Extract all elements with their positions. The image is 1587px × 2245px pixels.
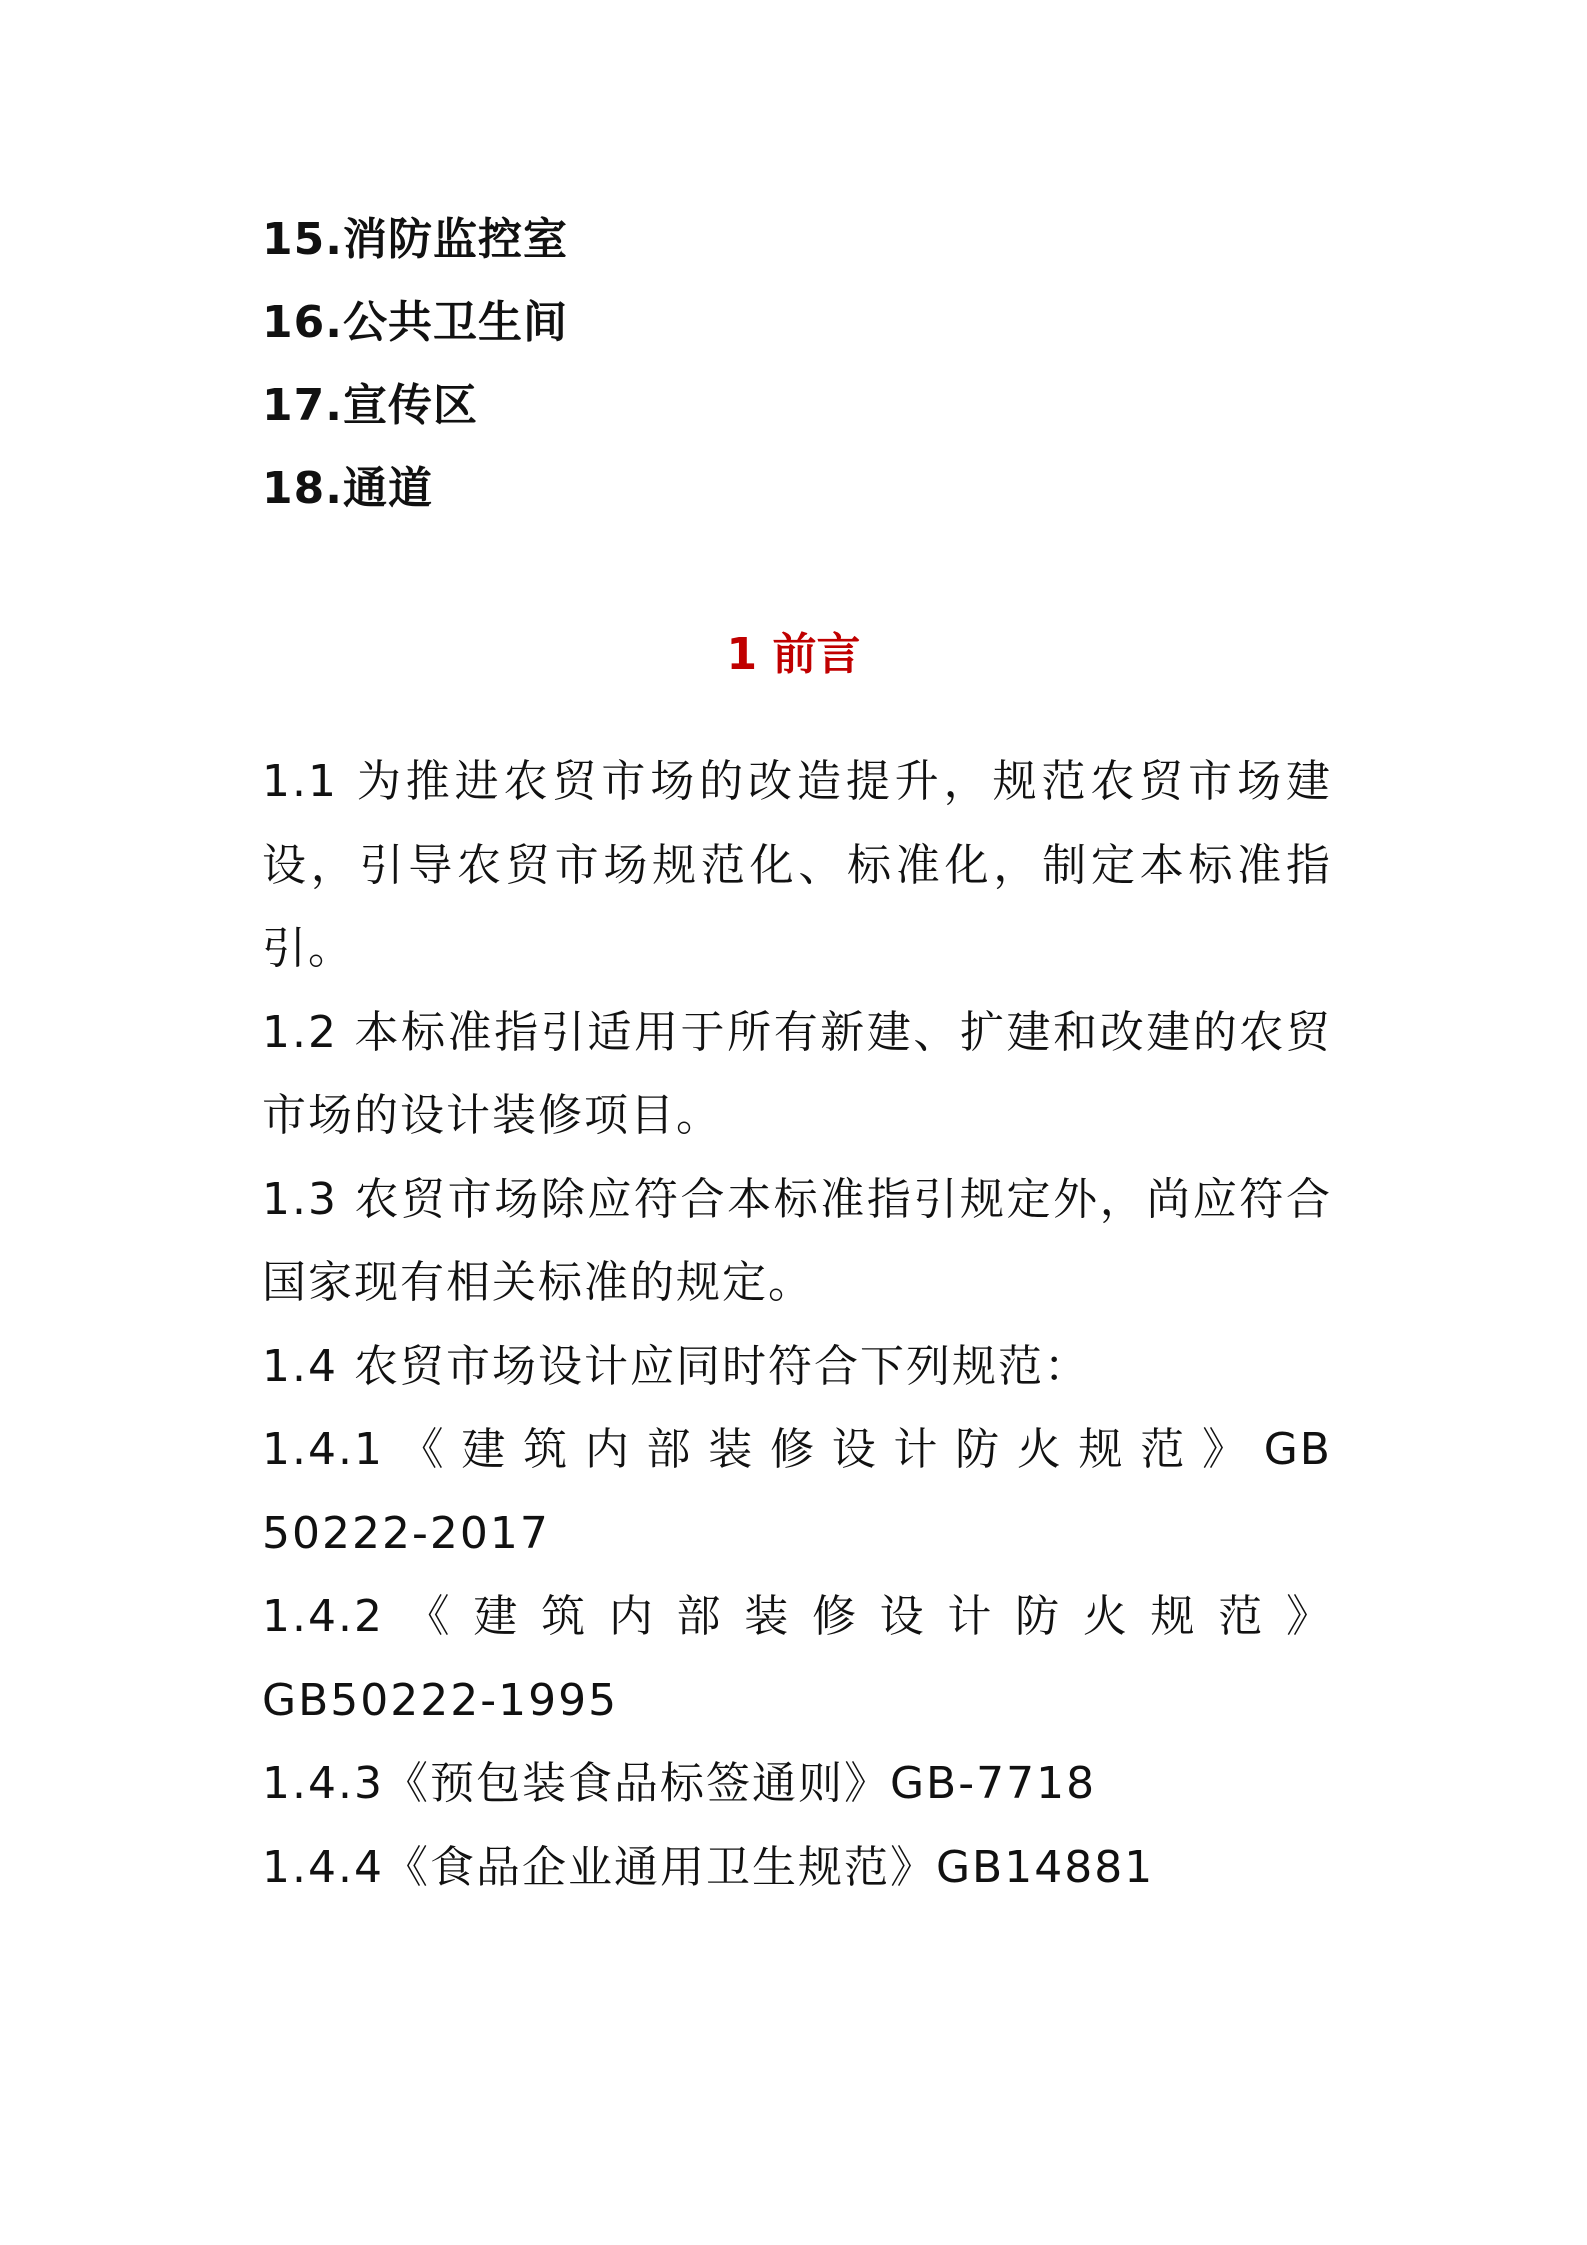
- paragraph-1-4: 1.4 农贸市场设计应同时符合下列规范：: [262, 1340, 1090, 1392]
- toc-item: 17.宣传区: [262, 380, 478, 431]
- paragraph-1-4-1: [262, 1408, 1332, 1575]
- toc-list: [262, 198, 1342, 530]
- body-text: [262, 740, 1332, 1909]
- paragraph-1-4-2-line-2: GB50222-1995: [262, 1674, 619, 1726]
- paragraph-1-4-1-line-2: 50222-2017: [262, 1507, 550, 1559]
- paragraph-1-4-2: [262, 1575, 1332, 1742]
- section-heading: 1 前言: [726, 629, 861, 680]
- paragraph-1-4-4: 1.4.4《食品企业通用卫生规范》GB14881: [262, 1841, 1155, 1893]
- paragraph-1-1: 1.1 为推进农贸市场的改造提升，规范农贸市场建设，引导农贸市场规范化、标准化，制定本标准指引。: [262, 756, 1332, 974]
- paragraph-1-4-1-line-1: 1.4.1《建筑内部装修设计防火规范》GB: [262, 1424, 1332, 1475]
- paragraph-1-3: 1.3 农贸市场除应符合本标准指引规定外，尚应符合国家现有相关标准的规定。: [262, 1173, 1332, 1308]
- paragraph-1-2: 1.2 本标准指引适用于所有新建、扩建和改建的农贸市场的设计装修项目。: [262, 1006, 1332, 1141]
- toc-item: 15.消防监控室: [262, 214, 568, 265]
- toc-item: 16.公共卫生间: [262, 297, 568, 348]
- paragraph-1-4-2-line-1: 1.4.2《建筑内部装修设计防火规范》: [262, 1591, 1332, 1642]
- toc-item: 18.通道: [262, 463, 433, 514]
- paragraph-1-4-3: 1.4.3《预包装食品标签通则》GB-7718: [262, 1758, 1097, 1809]
